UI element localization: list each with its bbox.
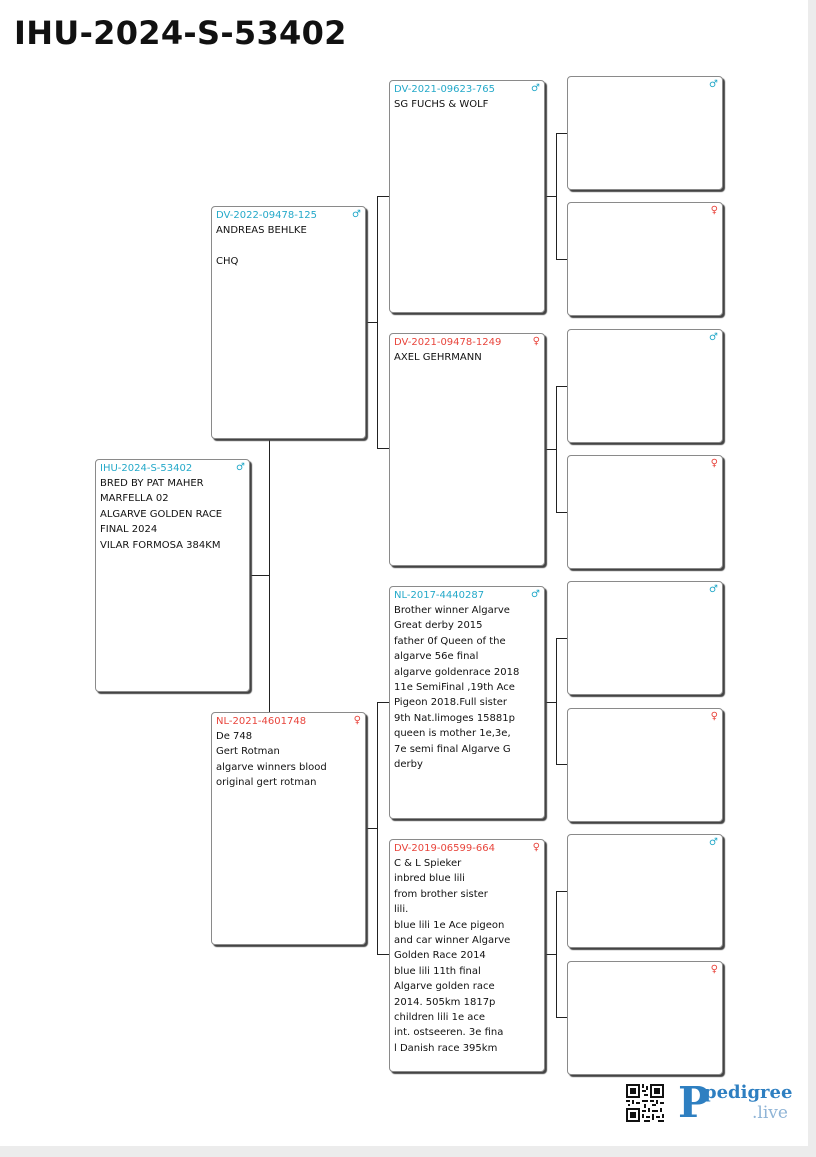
connector-line <box>545 702 556 703</box>
logo-suffix: .live <box>752 1103 788 1123</box>
pigeon-card-dam-sire[interactable] <box>389 586 545 819</box>
qr-code-icon <box>626 1084 664 1122</box>
connector-line <box>366 322 377 323</box>
pigeon-card-ggp-3[interactable] <box>567 329 723 443</box>
pigeon-info: De 748 Gert Rotman algarve winners blood original gert rotman <box>216 731 327 789</box>
male-icon: ♂ <box>352 209 361 220</box>
pigeon-card-ggp-8[interactable] <box>567 961 723 1075</box>
connector-line <box>545 196 556 197</box>
ring-number: NL-2021-4601748 <box>216 716 307 727</box>
male-icon: ♂ <box>236 462 245 473</box>
female-icon: ♀ <box>532 842 540 853</box>
male-icon: ♂ <box>531 83 540 94</box>
connector-line <box>377 954 389 955</box>
pigeon-info: SG FUCHS & WOLF <box>394 99 489 110</box>
connector-line <box>556 259 567 260</box>
pigeon-info: C & L Spieker inbred blue lili from brother sister lili. blue lili 1e Ace pigeon and car winner Algarve Golden Race 2014 blue lili 11th final Algarve golden race 2014. 505km 1817p children lili 1e ace int. ostseeren. 3e fina l Danish race 395km <box>394 858 511 1054</box>
page-title: IHU-2024-S-53402 <box>14 14 347 52</box>
connector-line <box>556 1017 567 1018</box>
ring-number: DV-2021-09623-765 <box>394 84 495 95</box>
pigeon-card-ggp-5[interactable] <box>567 581 723 695</box>
pigeon-card-dam[interactable] <box>211 712 366 945</box>
ring-number: NL-2017-4440287 <box>394 590 485 601</box>
connector-line <box>250 575 270 576</box>
page-edge <box>808 0 816 1157</box>
logo-wordmark: pedigree <box>704 1082 793 1103</box>
ring-number: DV-2022-09478-125 <box>216 210 317 221</box>
page-edge <box>0 1146 816 1157</box>
pigeon-card-sire-sire[interactable] <box>389 80 545 313</box>
male-icon: ♂ <box>709 79 718 90</box>
pigeon-info: ANDREAS BEHLKE CHQ <box>216 225 307 267</box>
connector-line <box>556 512 567 513</box>
connector-line <box>556 764 567 765</box>
connector-line <box>556 133 567 134</box>
pigeon-card-ggp-2[interactable] <box>567 202 723 316</box>
connector-line <box>377 702 378 954</box>
connector-line <box>556 638 557 765</box>
ring-number: IHU-2024-S-53402 <box>100 463 193 474</box>
male-icon: ♂ <box>709 332 718 343</box>
female-icon: ♀ <box>353 715 361 726</box>
connector-line <box>556 386 557 513</box>
connector-line <box>556 891 557 1018</box>
connector-line <box>377 196 389 197</box>
connector-line <box>545 954 556 955</box>
connector-line <box>366 828 377 829</box>
pigeon-card-ggp-6[interactable] <box>567 708 723 822</box>
male-icon: ♂ <box>531 589 540 600</box>
connector-line <box>377 448 389 449</box>
connector-line <box>556 638 567 639</box>
logo-initial: P <box>678 1078 710 1127</box>
connector-line <box>556 133 557 260</box>
pedigree-live-logo <box>678 1078 793 1127</box>
pigeon-card-sire-dam[interactable] <box>389 333 545 566</box>
pigeon-info: BRED BY PAT MAHER MARFELLA 02 ALGARVE GOLDEN RACE FINAL 2024 VILAR FORMOSA 384KM <box>100 478 223 551</box>
female-icon: ♀ <box>710 205 718 216</box>
connector-line <box>377 702 389 703</box>
pigeon-info: Brother winner Algarve Great derby 2015 father 0f Queen of the algarve 56e final algarve goldenrace 2018 11e SemiFinal ,19th Ace Pigeon 2018.Full sister 9th Nat.limoges 15881p queen is mother 1e,3e, 7e semi final Algarve G derby <box>394 605 520 771</box>
pigeon-card-dam-dam[interactable] <box>389 839 545 1072</box>
pigeon-card-ggp-7[interactable] <box>567 834 723 948</box>
female-icon: ♀ <box>710 964 718 975</box>
male-icon: ♂ <box>709 837 718 848</box>
pigeon-card-ggp-1[interactable] <box>567 76 723 190</box>
connector-line <box>556 891 567 892</box>
female-icon: ♀ <box>710 458 718 469</box>
pigeon-card-subject[interactable] <box>95 459 250 692</box>
pigeon-card-ggp-4[interactable] <box>567 455 723 569</box>
pigeon-info: AXEL GEHRMANN <box>394 352 482 363</box>
ring-number: DV-2019-06599-664 <box>394 843 495 854</box>
female-icon: ♀ <box>532 336 540 347</box>
connector-line <box>545 449 556 450</box>
connector-line <box>377 196 378 448</box>
pigeon-card-sire[interactable] <box>211 206 366 439</box>
male-icon: ♂ <box>709 584 718 595</box>
connector-line <box>556 386 567 387</box>
ring-number: DV-2021-09478-1249 <box>394 337 502 348</box>
female-icon: ♀ <box>710 711 718 722</box>
